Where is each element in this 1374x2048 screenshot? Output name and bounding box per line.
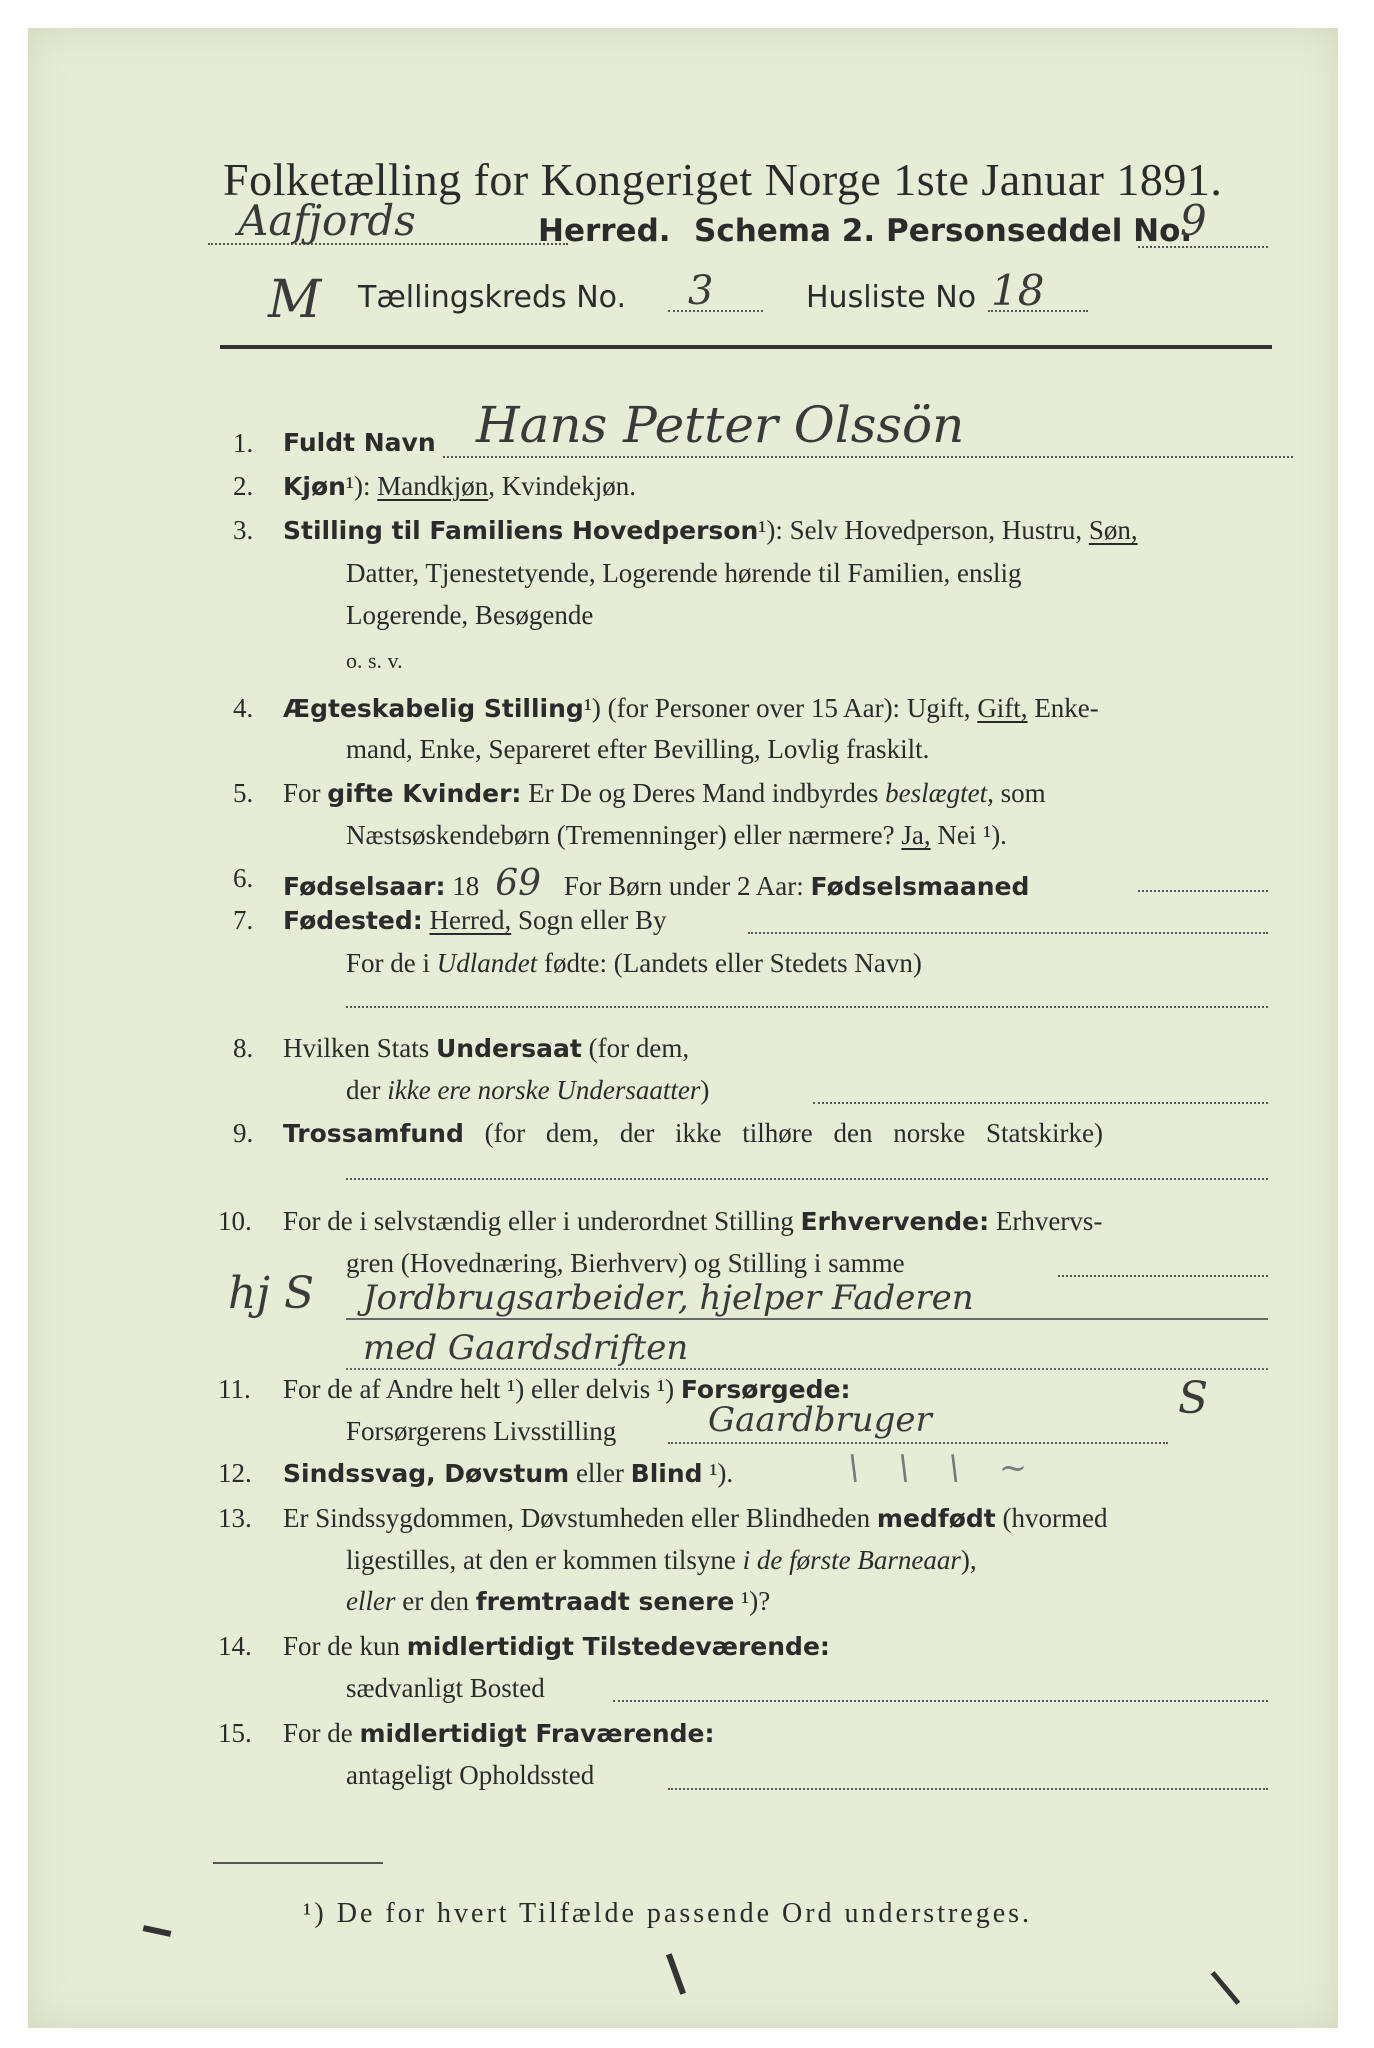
q10-dotted-line [1058, 1275, 1268, 1277]
q3-line1 [283, 515, 1138, 546]
ink-mark [666, 1953, 686, 1995]
form-title: Folketælling for Kongeriget Norge 1ste Januar 1891. [223, 154, 1223, 205]
q4-selected-gift: Gift, [977, 693, 1028, 723]
q15-label: midlertidigt Fraværende: [359, 1719, 715, 1748]
q8-line2 [346, 1075, 709, 1106]
q8-line1 [283, 1033, 689, 1064]
q15-a: For de [283, 1718, 360, 1748]
item-number-4: 4. [233, 693, 254, 723]
q1-answer-name: Hans Petter Olssön [476, 396, 965, 454]
item-number-15: 15. [218, 1718, 252, 1748]
q10-a: For de i selvstændig eller i underordnet Stilling [283, 1206, 801, 1236]
q3-line4: o. s. v. [346, 648, 403, 673]
q14-a: For de kun [283, 1631, 407, 1661]
q7-text: Sogn eller By [511, 905, 667, 935]
q4-line1 [283, 693, 1099, 724]
q4-options-end: Enke- [1027, 693, 1099, 723]
footnote: ¹) De for hvert Tilfælde passende Ord understreges. [303, 1898, 1033, 1929]
item-number-11: 11. [218, 1374, 251, 1404]
q13-line3-label: fremtraadt senere [475, 1587, 735, 1616]
q8-dotted-line [813, 1102, 1268, 1104]
q10-label: Erhvervende: [800, 1207, 990, 1236]
q4-line2: mand, Enke, Separeret efter Bevilling, Lovlig fraskilt. [346, 734, 930, 764]
q11-dotted-line [668, 1442, 1168, 1444]
personseddel-value: 9 [1180, 196, 1207, 245]
q15-line2: antageligt Opholdssted [346, 1760, 595, 1790]
q3-label: Stilling til Familiens Hovedperson [283, 516, 759, 545]
header-rule [220, 345, 1272, 349]
census-form-sheet [28, 28, 1338, 2028]
item-number-8: 8. [233, 1033, 254, 1063]
q5-line2 [346, 820, 1007, 851]
q12-line [283, 1458, 733, 1489]
schema-label: Schema 2. [694, 213, 876, 249]
item-number-9: 9. [233, 1118, 254, 1148]
q10-line1 [283, 1206, 1102, 1237]
q11-answer: Gaardbruger [708, 1400, 932, 1440]
q5-end: som [993, 778, 1046, 808]
q10-b: Erhvervs- [989, 1206, 1103, 1236]
personseddel-label: Personseddel No. [886, 213, 1193, 249]
q13-a: Er Sindssygdommen, Døvstumheden eller Blindheden [283, 1503, 877, 1533]
margin-mark: M [268, 270, 322, 330]
q2-option-kvindekjon: , Kvindekjøn. [488, 471, 637, 501]
q3-line2: Datter, Tjenestetyende, Logerende hørende til Familien, enslig [346, 558, 1022, 588]
q9-text: (for dem, der ikke tilhøre den norske Statskirke) [463, 1118, 1103, 1148]
q9-answer-line [346, 1178, 1268, 1180]
item-number-13: 13. [218, 1503, 252, 1533]
q13-line2 [346, 1545, 977, 1576]
q13-line2-a: ligestilles, at den er kommen tilsyne [346, 1545, 743, 1575]
q6-line [283, 863, 1029, 904]
q14-dotted-line [613, 1700, 1268, 1702]
item-number-12: 12. [218, 1458, 252, 1488]
q6-dotted-line [1138, 890, 1268, 892]
q10-answer-line2: med Gaardsdriften [363, 1328, 689, 1368]
item-number-5: 5. [233, 778, 254, 808]
item-number-14: 14. [218, 1631, 252, 1661]
q5-selected-ja: Ja, [901, 820, 931, 850]
q4-label: Ægteskabelig Stilling [283, 694, 584, 723]
q13-line3 [346, 1586, 770, 1617]
q5-label: gifte Kvinder: [327, 779, 522, 808]
item-number-1: 1. [233, 428, 254, 458]
item-number-7: 7. [233, 905, 254, 935]
q5-line2-end: Nei ¹). [930, 820, 1007, 850]
q7-dotted-line [748, 932, 1268, 934]
q8-b: (for dem, [581, 1033, 690, 1063]
q11-margin-mark: S [1178, 1373, 1209, 1424]
q13-line3-b: ¹)? [734, 1586, 771, 1616]
q8-a: Hvilken Stats [283, 1033, 436, 1063]
q12-label2: Blind [630, 1459, 703, 1488]
q6-label2: Fødselsmaaned [810, 872, 1030, 901]
q5-pre: For [283, 778, 328, 808]
q2-line [283, 471, 636, 502]
q7-line2 [346, 948, 922, 979]
q11-label: Forsørgede: [680, 1375, 851, 1404]
q6-label: Fødselsaar: [283, 872, 446, 901]
q12-mid: eller [569, 1458, 631, 1488]
q10-margin-mark: hj S [228, 1268, 315, 1319]
personseddel-dotted-line [1138, 246, 1268, 248]
q5-line2-text: Næstsøskendebørn (Tremenninger) eller nærmere? [346, 820, 902, 850]
q8-line2-a: der [346, 1075, 388, 1105]
q10-answer-rule1 [346, 1318, 1268, 1320]
q14-line1 [283, 1631, 830, 1662]
q8-line2-b: ) [700, 1075, 710, 1105]
husliste-value: 18 [991, 266, 1045, 315]
q6-answer-year: 69 [495, 863, 542, 904]
q11-a: For de af Andre helt ¹) eller delvis ¹) [283, 1374, 681, 1404]
q13-line3-a: er den [395, 1586, 476, 1616]
q5-italic: beslægtet, [885, 778, 994, 808]
q1-dotted-line [443, 456, 1293, 458]
q12-end: ¹). [702, 1458, 734, 1488]
footnote-rule [213, 1862, 383, 1864]
q13-line1 [283, 1503, 1107, 1534]
q7-line2-b: fødte: (Landets eller Stedets Navn) [537, 948, 922, 978]
item-number-10: 10. [218, 1206, 252, 1236]
husliste-label: Husliste No [806, 280, 977, 315]
q13-line2-b: ), [960, 1545, 977, 1575]
q15-dotted-line [668, 1788, 1268, 1790]
taellingskreds-label: Tællingskreds No. [358, 280, 626, 315]
q5-text: Er De og Deres Mand indbyrdes [521, 778, 886, 808]
q13-label: medfødt [876, 1504, 996, 1533]
herred-handwritten: Aafjords [238, 196, 416, 245]
q14-label: midlertidigt Tilstedeværende: [406, 1632, 830, 1661]
q3-line3: Logerende, Besøgende [346, 600, 594, 630]
q7-line2-a: For de i [346, 948, 437, 978]
q10-answer-line1: Jordbrugsarbeider, hjelper Faderen [363, 1278, 974, 1318]
q7-line2-italic: Udlandet [436, 948, 538, 978]
q1-label: Fuldt Navn [283, 428, 436, 457]
q13-b: (hvormed [995, 1503, 1108, 1533]
q5-line1 [283, 778, 1046, 809]
taellingskreds-value: 3 [688, 268, 714, 314]
q3-options: ¹): Selv Hovedperson, Hustru, [758, 515, 1089, 545]
q9-line [283, 1118, 1103, 1149]
q4-options: ¹) (for Personer over 15 Aar): Ugift, [583, 693, 978, 723]
q11-line2: Forsørgerens Livsstilling [346, 1416, 617, 1446]
q2-sup: ¹): [345, 471, 378, 501]
q14-line2: sædvanligt Bosted [346, 1673, 545, 1703]
q3-selected-son: Søn, [1088, 515, 1138, 545]
q13-line2-italic: i de første Barneaar [742, 1545, 961, 1575]
q15-line1 [283, 1718, 715, 1749]
ink-mark [1211, 1971, 1241, 2005]
item-number-6: 6. [233, 863, 254, 893]
q10-answer-rule2 [346, 1368, 1268, 1370]
q13-line3-italic: eller [346, 1586, 396, 1616]
herred-label: Herred. [538, 213, 671, 249]
q7-answer-line [346, 1006, 1268, 1008]
q10-line2: gren (Hovednæring, Bierhverv) og Stilling i samme [346, 1248, 905, 1278]
q2-option-mandkjon: Mandkjøn [377, 471, 489, 501]
q7-line1 [283, 905, 666, 936]
item-number-3: 3. [233, 515, 254, 545]
taellingskreds-dotted-line [668, 310, 763, 312]
q8-line2-italic: ikke ere norske Undersaatter [387, 1075, 701, 1105]
q6-text: For Børn under 2 Aar: [557, 871, 811, 901]
q7-label: Fødested: [283, 906, 423, 935]
q12-marks: \ \ \ ~ [848, 1448, 1042, 1488]
ink-mark [143, 1925, 172, 1937]
q6-prefix: 18 [445, 871, 480, 901]
q2-label: Kjøn [283, 472, 346, 501]
q8-label: Undersaat [436, 1034, 582, 1063]
item-number-2: 2. [233, 471, 254, 501]
q7-selected-herred: Herred, [429, 905, 512, 935]
q9-label: Trossamfund [283, 1119, 464, 1148]
q12-label: Sindssvag, Døvstum [283, 1459, 570, 1488]
